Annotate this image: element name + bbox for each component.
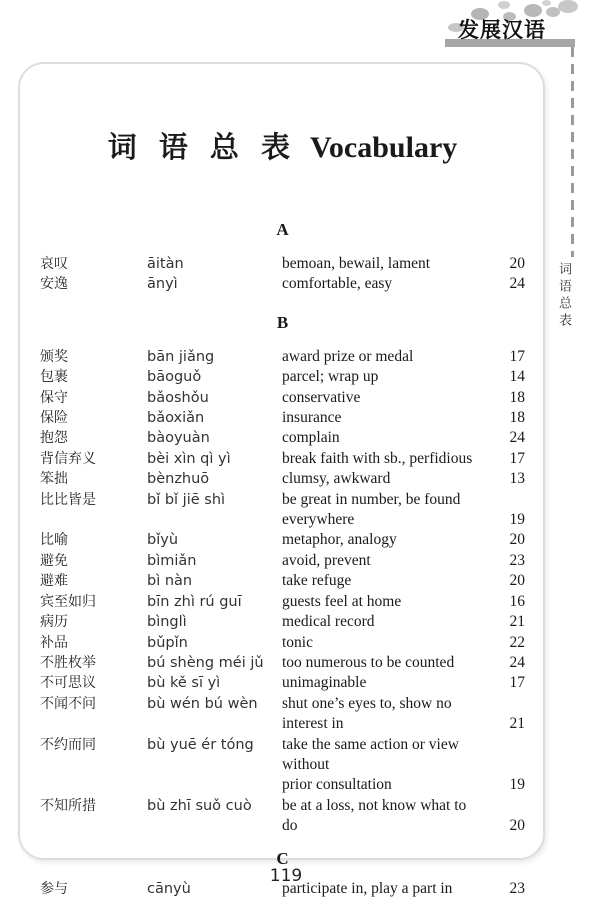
chapter-side-label: 词语总表 [556,262,571,330]
page-ref-cell: 17 [509,674,525,692]
page-ref-cell: 13 [509,470,525,488]
word-cell: 比喻 [40,532,68,549]
pinyin-cell: cānyù [147,880,191,897]
meaning-cell [282,551,479,571]
page-ref-cell: 20 [509,255,525,272]
meaning-line: shut one’s eyes to, show no [282,694,452,712]
page-ref-cell: 23 [509,879,525,897]
word-cell: 颁奖 [40,348,68,365]
vocab-row [40,347,525,367]
logo-dot-icon [558,0,578,13]
section-letter: C [276,848,289,868]
brand-logo-text: 发展汉语 [458,18,546,42]
meaning-cell [282,694,479,735]
margin-dashed-line [571,47,574,257]
word-cell: 安逸 [40,276,68,293]
vocab-row [40,530,525,550]
meaning-line: award prize or medal [282,347,414,365]
section-entries [40,347,525,837]
vocab-list [40,220,525,899]
meaning-line: bemoan, bewail, lament [282,255,431,272]
word-cell: 不胜枚举 [40,654,96,671]
meaning-line: complain [282,429,340,447]
page-ref-cell: 19 [509,776,525,794]
vocab-row [40,449,525,469]
pinyin-cell: bù kě sī yì [147,675,221,692]
meaning-cell [282,653,479,673]
meaning-cell [282,530,479,550]
meaning-line: guests feel at home [282,592,402,610]
vocab-row [40,592,525,612]
vocab-row [40,673,525,693]
page-ref-cell: 18 [509,388,525,406]
pinyin-cell: bìnglì [147,614,187,631]
meaning-cell [282,388,479,408]
meaning-line: conservative [282,388,361,406]
word-cell: 病历 [40,614,68,631]
meaning-cell [282,449,479,469]
word-cell: 不约而同 [40,736,96,753]
meaning-cell [282,428,479,448]
pinyin-cell: bèi xìn qì yì [147,450,231,467]
meaning-line: insurance [282,409,342,427]
vocab-row [40,633,525,653]
page-ref-cell: 22 [509,633,525,651]
pinyin-cell: bǎoshǒu [147,389,209,406]
pinyin-cell: bú shèng méi jǔ [147,654,264,671]
page-ref-cell: 14 [509,368,525,386]
meaning-cell [282,254,479,274]
meaning-cell [282,571,479,591]
word-cell: 避难 [40,573,68,590]
meaning-line: clumsy, awkward [282,470,391,488]
pinyin-cell: bènzhuō [147,471,210,488]
page-ref-cell: 17 [509,347,525,365]
word-cell: 哀叹 [40,256,68,272]
vocab-row [40,469,525,489]
meaning-line: unimaginable [282,674,367,692]
meaning-line: be great in number, be found [282,490,461,508]
page-title-chinese: 词 语 总 表 [107,130,297,164]
vocab-row [40,408,525,428]
vocab-row [40,490,525,531]
page-title [40,128,525,166]
meaning-line: everywhere [282,511,355,529]
page-ref-cell: 17 [509,449,525,467]
pinyin-cell: bǎoxiǎn [147,410,205,427]
meaning-cell [282,673,479,693]
page-ref-cell: 21 [509,613,525,631]
page-ref-cell: 20 [509,531,525,549]
meaning-cell [282,796,479,837]
meaning-line: too numerous to be counted [282,653,455,671]
vocab-row [40,274,525,294]
word-cell: 避免 [40,552,68,569]
pinyin-cell: bǐ bǐ jiē shì [147,491,226,508]
vocab-section [40,220,525,295]
meaning-line: tonic [282,633,313,651]
pinyin-cell: bì nàn [147,573,193,590]
word-cell: 不闻不问 [40,695,96,712]
meaning-cell [282,633,479,653]
page-ref-cell: 23 [509,551,525,569]
word-cell: 笨拙 [40,471,68,488]
word-cell: 补品 [40,634,68,651]
meaning-line: take the same action or view without [282,735,459,773]
pinyin-cell: bù zhī suǒ cuò [147,797,252,814]
meaning-line: parcel; wrap up [282,368,379,386]
page-ref-cell: 24 [509,275,525,293]
page-ref-cell: 24 [509,429,525,447]
page-ref-cell: 16 [509,592,525,610]
meaning-cell [282,469,479,489]
meaning-line: take refuge [282,572,352,590]
meaning-cell [282,612,479,632]
pinyin-cell: ānyì [147,276,178,293]
page-ref-cell: 21 [509,715,525,733]
word-cell: 保险 [40,410,68,427]
word-cell: 不知所措 [40,797,96,814]
meaning-cell [282,490,479,531]
meaning-cell [282,367,479,387]
pinyin-cell: bìmiǎn [147,552,197,569]
meaning-cell [282,592,479,612]
section-letter: A [276,220,289,239]
vocab-row [40,388,525,408]
meaning-cell [282,408,479,428]
vocab-row [40,694,525,735]
meaning-line: prior consultation [282,776,392,794]
vocab-row [40,653,525,673]
meaning-cell [282,735,479,796]
vocab-row [40,254,525,274]
page-ref-cell: 19 [509,511,525,529]
vocab-row [40,796,525,837]
pinyin-cell: bǔpǐn [147,634,188,651]
brand-logo [430,0,600,60]
word-cell: 保守 [40,389,68,406]
vocab-section [40,313,525,837]
page-ref-cell: 18 [509,409,525,427]
page-ref-cell: 20 [509,817,525,835]
vocab-row [40,735,525,796]
word-cell: 宾至如归 [40,593,96,610]
word-cell: 比比皆是 [40,491,96,508]
section-entries [40,254,525,295]
meaning-line: metaphor, analogy [282,531,397,549]
meaning-cell [282,347,479,367]
meaning-cell [282,274,479,294]
vocab-row [40,571,525,591]
word-cell: 参与 [40,880,68,897]
pinyin-cell: bù yuē ér tóng [147,736,254,753]
word-cell: 不可思议 [40,675,96,692]
word-cell: 抱怨 [40,430,68,447]
logo-dot-icon [498,1,510,9]
section-letter: B [276,312,289,332]
vocab-row [40,612,525,632]
pinyin-cell: bān jiǎng [147,348,215,365]
meaning-line: be at a loss, not know what to do [282,796,467,835]
word-cell: 背信弃义 [40,450,96,467]
pinyin-cell: bāoguǒ [147,369,202,386]
page-number: 119 [269,866,303,886]
meaning-line: break faith with sb., perfidious [282,449,473,467]
pinyin-cell: bàoyuàn [147,430,210,447]
vocab-row [40,551,525,571]
meaning-line: participate in, play a part in [282,879,453,897]
page-ref-cell: 24 [509,653,525,671]
pinyin-cell: bǐyù [147,532,179,549]
meaning-line: avoid, prevent [282,551,371,569]
pinyin-cell: bù wén bú wèn [147,695,258,712]
meaning-line: interest in [282,715,344,733]
vocab-row [40,428,525,448]
page-title-english: Vocabulary [310,131,458,164]
word-cell: 包裹 [40,369,68,386]
logo-dot-icon [542,0,551,6]
page-ref-cell: 20 [509,572,525,590]
pinyin-cell: bīn zhì rú guī [147,593,242,610]
meaning-line: comfortable, easy [282,275,393,293]
vocab-row [40,367,525,387]
meaning-line: medical record [282,613,375,631]
pinyin-cell: āitàn [147,256,184,272]
